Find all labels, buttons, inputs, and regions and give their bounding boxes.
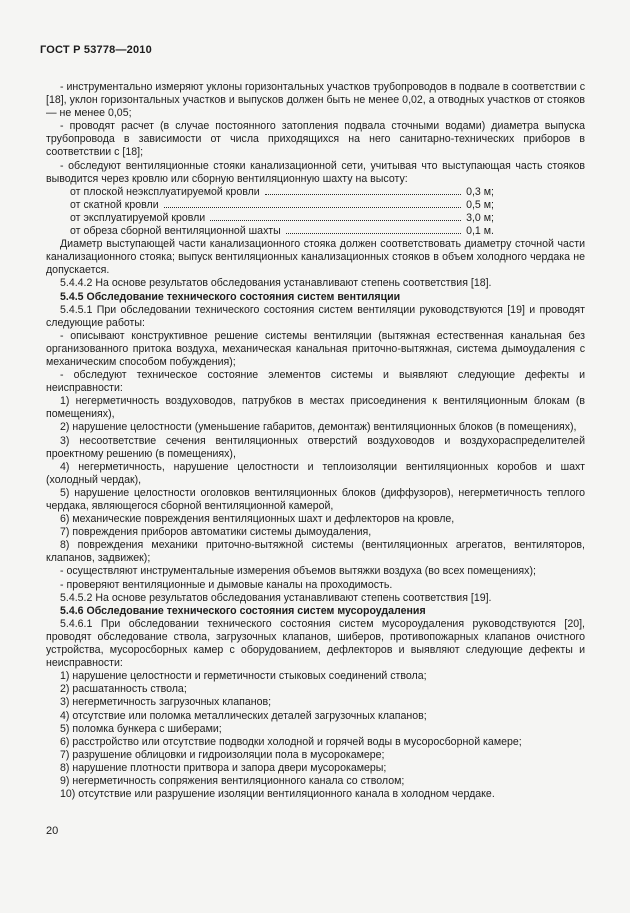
dotted-leader-row <box>70 186 494 199</box>
paragraph: - проводят расчет (в случае постоянного затопления подвала сточными водами) диаметра выпуска трубопровода в зависимости от числа приходящихся на него санитарно-технических приборов в соответствии с [18]; <box>46 120 585 159</box>
paragraph: 5.4.5.2 На основе результатов обследования устанавливают степень соответствия [19]. <box>60 591 492 604</box>
paragraph: 7) повреждения приборов автоматики системы дымоудаления, <box>60 526 372 539</box>
document-body <box>46 81 585 801</box>
paragraph: 4) негерметичность, нарушение целостности и теплоизоляции вентиляционных коробов и шахт (холодный чердак), <box>46 460 585 486</box>
paragraph: - обследуют вентиляционные стояки канализационной сети, учитывая что выступающая часть стояков выводится через кровлю или сборную вентиляционную шахту на высоту: <box>46 159 585 185</box>
leader-label: от эксплуатируемой кровли <box>70 211 206 224</box>
paragraph: 2) расшатанность ствола; <box>60 683 187 696</box>
paragraph: - проверяют вентиляционные и дымовые каналы на проходимость. <box>60 578 393 591</box>
document-standard-number: ГОСТ Р 53778—2010 <box>40 44 152 56</box>
section-heading: 5.4.5 Обследование технического состояния систем вентиляции <box>60 290 401 303</box>
paragraph: 5.4.5.1 При обследовании технического состояния систем вентиляции руководствуются [19] и проводят следующие работы: <box>46 303 585 329</box>
leader-value: 0,5 м; <box>466 198 494 211</box>
section-heading: 5.4.6 Обследование технического состояния систем мусороудаления <box>60 604 426 617</box>
leader-dots <box>210 220 461 221</box>
dotted-leader-row <box>70 225 494 238</box>
paragraph: 5.4.6.1 При обследовании технического состояния систем мусороудаления руководствуются [20], проводят обследование ствола, загрузочных клапанов, шиберов, противопожарных клапанов очистного устройства, мусоросборных камер с оборудованием, дефлекторов и выявляют следующие дефекты и неисправности: <box>46 617 585 670</box>
paragraph: 9) негерметичность сопряжения вентиляционного канала со стволом; <box>60 774 405 787</box>
paragraph: 4) отсутствие или поломка металлических деталей загрузочных клапанов; <box>60 709 427 722</box>
paragraph: 8) нарушение плотности притвора и запора двери мусорокамеры; <box>60 761 387 774</box>
paragraph: Диаметр выступающей части канализационного стояка должен соответствовать диаметру сточной части канализационного стояка; выпуск вентиляционных канализационных стояков в объем холодного чердака не допускается. <box>46 238 585 277</box>
page-number: 20 <box>46 825 59 837</box>
paragraph: - инструментально измеряют уклоны горизонтальных участков трубопроводов в подвале в соответствии с [18], уклон горизонтальных участков и выпусков должен быть не менее 0,02, а отводных участков от стояков — не менее 0,05; <box>46 81 585 120</box>
leader-value: 0,3 м; <box>466 185 494 198</box>
leader-value: 0,1 м. <box>466 225 494 238</box>
paragraph: - описывают конструктивное решение системы вентиляции (вытяжная естественная канальная без организованного притока воздуха, механическая канальная приточно-вытяжная, система дымоудаления с механическим способом побуждения); <box>46 329 585 368</box>
paragraph: 1) нарушение целостности и герметичности стыковых соединений ствола; <box>60 670 427 683</box>
paragraph: 3) несоответствие сечения вентиляционных отверстий воздуховодов и воздухораспределителей проектному решению (в помещениях), <box>46 434 585 460</box>
paragraph: 5) поломка бункера с шиберами; <box>60 722 222 735</box>
leader-dots <box>164 207 461 208</box>
paragraph: 8) повреждения механики приточно-вытяжной системы (вентиляционных агрегатов, вентиляторов, клапанов, задвижек); <box>46 539 585 565</box>
paragraph: 1) негерметичность воздуховодов, патрубков в местах присоединения к вентиляционным блокам (в помещениях), <box>46 395 585 421</box>
paragraph: 10) отсутствие или разрушение изоляции вентиляционного канала в холодном чердаке. <box>60 788 495 801</box>
paragraph: - обследуют техническое состояние элементов системы и выявляют следующие дефекты и неисправности: <box>46 369 585 395</box>
leader-label: от обреза сборной вентиляционной шахты <box>70 225 281 238</box>
paragraph: 6) расстройство или отсутствие подводки холодной и горячей воды в мусоросборной камере; <box>60 735 522 748</box>
leader-value: 3,0 м; <box>466 211 494 224</box>
leader-dots <box>286 233 461 234</box>
leader-label: от плоской неэксплуатируемой кровли <box>70 185 260 198</box>
paragraph: - осуществляют инструментальные измерения объемов вытяжки воздуха (во всех помещениях); <box>60 565 536 578</box>
leader-dots <box>265 194 461 195</box>
paragraph: 5) нарушение целостности оголовков вентиляционных блоков (диффузоров), негерметичность теплого чердака, являющегося сборной вентиляционной камерой, <box>46 486 585 512</box>
leader-label: от скатной кровли <box>70 198 159 211</box>
paragraph: 3) негерметичность загрузочных клапанов; <box>60 696 272 709</box>
dotted-leader-row <box>70 212 494 225</box>
paragraph: 6) механические повреждения вентиляционных шахт и дефлекторов на кровле, <box>60 513 455 526</box>
paragraph: 2) нарушение целостности (уменьшение габаритов, демонтаж) вентиляционных блоков (в помещениях), <box>60 421 577 434</box>
paragraph: 7) разрушение облицовки и гидроизоляции пола в мусорокамере; <box>60 748 385 761</box>
dotted-leader-row <box>70 199 494 212</box>
paragraph: 5.4.4.2 На основе результатов обследования устанавливают степень соответствия [18]. <box>60 277 492 290</box>
